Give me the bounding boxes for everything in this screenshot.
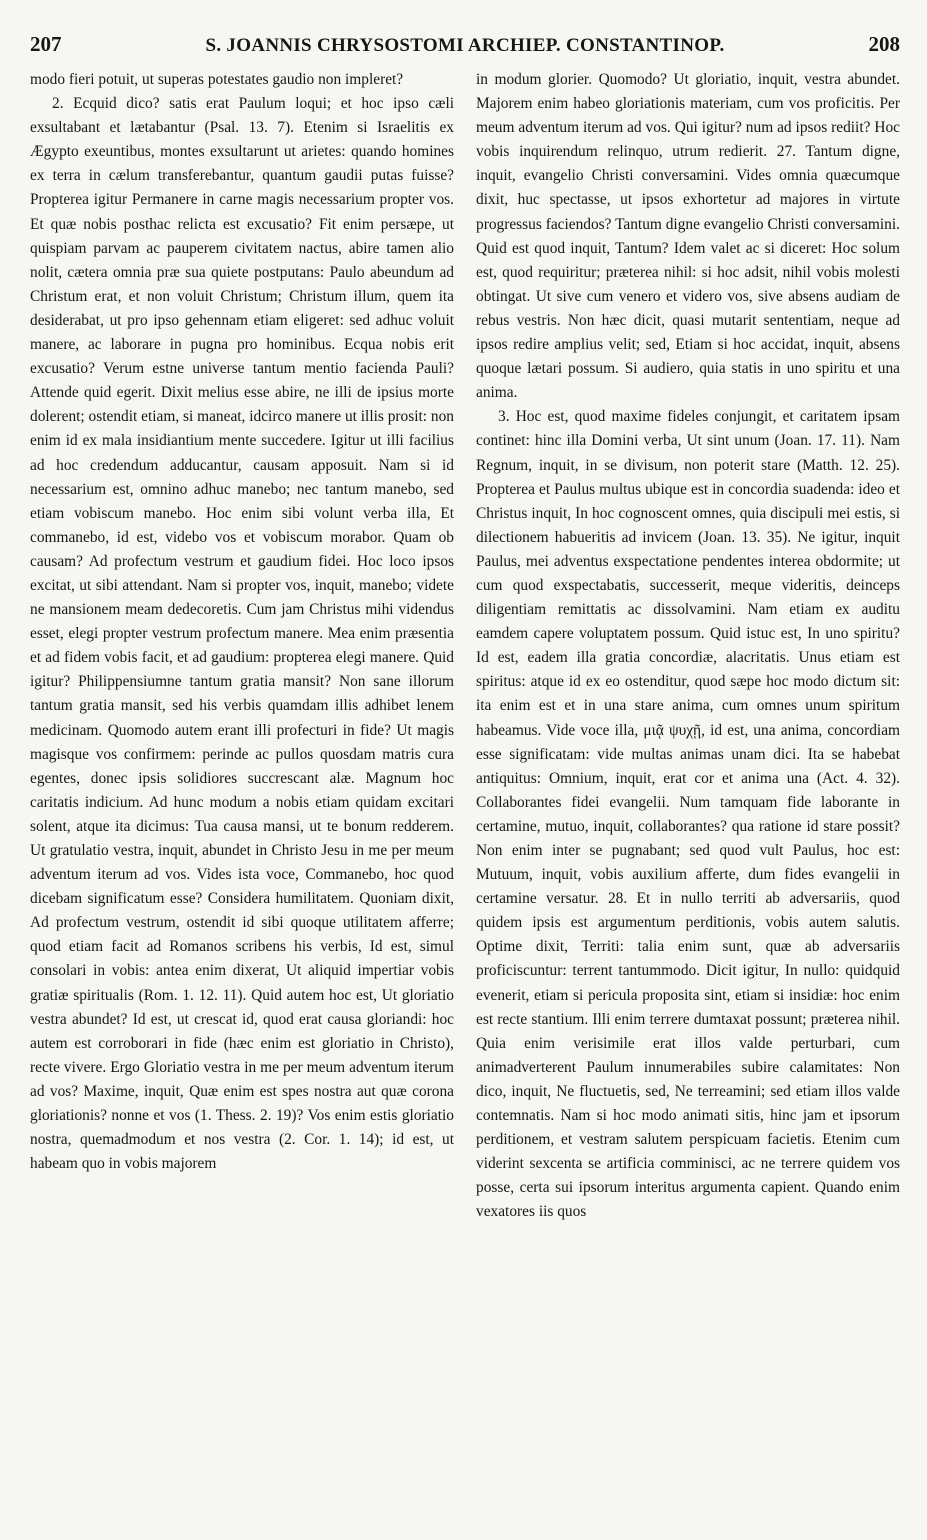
paragraph: modo fieri potuit, ut superas potestates gaudio non impleret? (30, 71, 404, 88)
page-number-right: 208 (868, 32, 900, 56)
running-title: S. JOANNIS CHRYSOSTOMI ARCHIEP. CONSTANTINOP. (205, 35, 725, 56)
paragraph: 3. Hoc est, quod maxime fideles conjungit, et caritatem ipsam continet: hinc illa Domini verba, Ut sint unum (Joan. 17. 11). Nam Regnum, inquit, in se divisum, non poterit stare (Matth. 12. 25). Propterea et Paulus multus ubique est in concordia suadenda: ideo et Christus inquit, In hoc cognoscent omnes, quia discipuli mei estis, si dilectionem habueritis ad invicem (Joan. 13. 35). Ne igitur, inquit Paulus, mei adventus exspectatione pendentes interea obdormite; ut cum quod exspectabatis, successerit, meque videritis, deinceps diligentiam remittatis ac dissolvamini. Nam etiam ex auditu eamdem capere voluptatem possum. Quid istuc est, In uno spiritu? Id est, eadem illa gratia concordiæ, alacritatis. Unus etiam est spiritus: atque id ex eo ostenditur, quod sæpe hoc modo dictum sit: ita enim est et in una stare anima, cum omnes unum spiritum habeamus. Vide voce illa, μιᾷ ψυχῇ, id est, una anima, concordiam esse significatam: vide multas animas unam dici. Ita se habebat antiquitus: Omnium, inquit, erat cor et anima una (Act. 4. 32). Collaborantes fidei evangelii. Num tamquam fide laborante in certamine, mutuo, inquit, collaborantes? qua ratione id stare possit? Non enim inter se pugnabant; sed quod vult Paulus, hoc est: Mutuum, inquit, vobis auxilium afferte, dum fides evangelii in certamine versatur. 28. Et in nullo territi ab adversariis, quod quidem ipsis est argumentum perditionis, vobis autem salutis. Optime dixit, Territi: talia enim sunt, quæ ab adversariis proficiscuntur: terrent tantummodo. Dicit igitur, In nullo: quidquid evenerit, etiam si pericula proposita sint, etiam si insidiæ: hoc enim est recte stantium. Illi enim terrere dumtaxat possunt; præterea nihil. Quia enim verisimile erat illos valde perturbari, cum animadverterent Paulum innumerabiles subire calamitates: Non dico, inquit, Ne fluctuetis, sed, Ne terreamini; sed etiam illos valde contemnatis. Nam si hoc modo animati sitis, hinc jam et ipsorum perditionem, et vestram salutem perspicuam facietis. Etenim cum viderint sexcenta se artificia comminisci, ac ne terrere quidem vos posse, certa sui ipsorum interitus argumenta capient. Quando enim vexatores iis quos (476, 408, 900, 1221)
text-columns (30, 68, 900, 1227)
left-column (30, 68, 454, 1227)
document-page (30, 32, 900, 1522)
paragraph: 2. Ecquid dico? satis erat Paulum loqui; et hoc ipso cæli exsultabant et lætabantur (Psal. 13. 7). Etenim si Israelitis ex Ægypto exeuntibus, montes exsultarunt ut arietes: quando homines ex terra in cælum transferebantur, quantum gaudii putas fuisse? Propterea igitur Permanere in carne magis necessarium propter vos. Et quæ nobis posthac relicta est excusatio? Fit enim persæpe, ut quispiam parvam ac pauperem civitatem nactus, abire tamen alio nolit, cætera omnia præ sua quiete postputans: Paulo abeundum ad Christum erat, et non voluit Christum; Christum illum, quem ita desiderabat, ut pro ipso gehennam etiam eligeret: sed adhuc voluit manere, ac laborare in pugna pro hominibus. Ecqua nobis erit excusatio? Verum estne universe tantum mentio facienda Pauli? Attende quid egerit. Dixit melius esse abire, ne illi de ipsius morte dolerent; ostendit etiam, si maneat, idcirco manere ut illis prosit: non enim id ex mala insidiantium mente succedere. Igitur ut illi facilius ad hoc credendum adducantur, causam apposuit. Nam si id necessarium est, omnino adhuc manebo; nec tantum manebo, sed etiam vobiscum manebo. Hoc enim sibi volunt verba illa, Et commanebo, id est, videbo vos et vobiscum morabor. Quam ob causam? Ad profectum vestrum et gaudium fidei. Hoc loco ipsos excitat, ut sibi attendant. Nam si propter vos, inquit, manebo; videte ne mansionem meam dedecoretis. Cum jam Christus mihi videndus esset, elegi propter vestrum profectum manere. Mea enim præsentia et ad fidem vobis facit, et ad gaudium: propterea elegi manere. Quid igitur? Philippensiumne tantum gratia mansit? Non sane illorum tantum gratia mansit, sed his verbis quamdam illis adhibet lenem medicinam. Quomodo autem erant illi profecturi in fide? Ut magis magisque vos confirmem: perinde ac pullos quosdam matris cura egentes, donec ipsis solidiores succrescant alæ. Magnum hoc caritatis indicium. Ad hunc modum a nobis etiam quidam excitari solent, atque ita dicimus: Tua causa mansi, ut te bonum redderem. Ut gratulatio vestra, inquit, abundet in Christo Jesu in me per meum adventum iterum ad vos. Vides ista voce, Commanebo, hoc quod dicebam significatum esse? Considera humilitatem. Quoniam dixit, Ad profectum vestrum, ostendit id sibi quoque utilitatem afferre; quod etiam facit ad Romanos scribens his verbis, Id est, simul consolari in vobis: antea enim dixerat, Ut aliquid impertiar vobis gratiæ spiritualis (Rom. 1. 12. 11). Quid autem hoc est, Ut gloriatio vestra abundet? Id est, ut crescat id, quod erat causa gloriandi: hoc autem est corroborari in fide (hæc enim est gloriatio in Christo), recte vivere. Ergo Gloriatio vestra in me per meum adventum iterum ad vos? Maxime, inquit, Quæ enim est spes nostra aut quæ corona gloriationis? nonne et vos (1. Thess. 2. 19)? Vos enim estis gloriatio nostra, quemadmodum et nos vestra (2. Cor. 1. 14); id est, ut habeam quo in vobis majorem (30, 95, 454, 1173)
page-number-left: 207 (30, 32, 62, 56)
running-header (30, 32, 900, 66)
right-column (476, 68, 900, 1227)
paragraph: in modum glorier. Quomodo? Ut gloriatio, inquit, vestra abundet. Majorem enim habeo gloriationis materiam, cum vos proficitis. Per meum adventum iterum ad vos. Qui igitur? num ad ipsos rediit? Hoc vobis inquirendum relinquo, utrum redierit. 27. Tantum digne, inquit, evangelio Christi conversamini. Vides omnia quæcumque dixit, huc spectasse, ut ipsos exhortetur ad majores in virtute progressus faciendos? Tantum digne evangelio Christi conversamini. Quid est quod inquit, Tantum? Idem valet ac si diceret: Hoc solum est, quod requiritur; præterea nihil: si hoc adsit, nihil vobis molesti obtingat. Ut sive cum venero et videro vos, sive absens audiam de rebus vestris. Non hæc dicit, quasi mutarit sententiam, neque ad ipsos redire amplius velit; sed, Etiam si hoc accidat, inquit, absens quoque lætari possum. Si audiero, quia statis in uno spiritu et una anima. (476, 71, 900, 402)
